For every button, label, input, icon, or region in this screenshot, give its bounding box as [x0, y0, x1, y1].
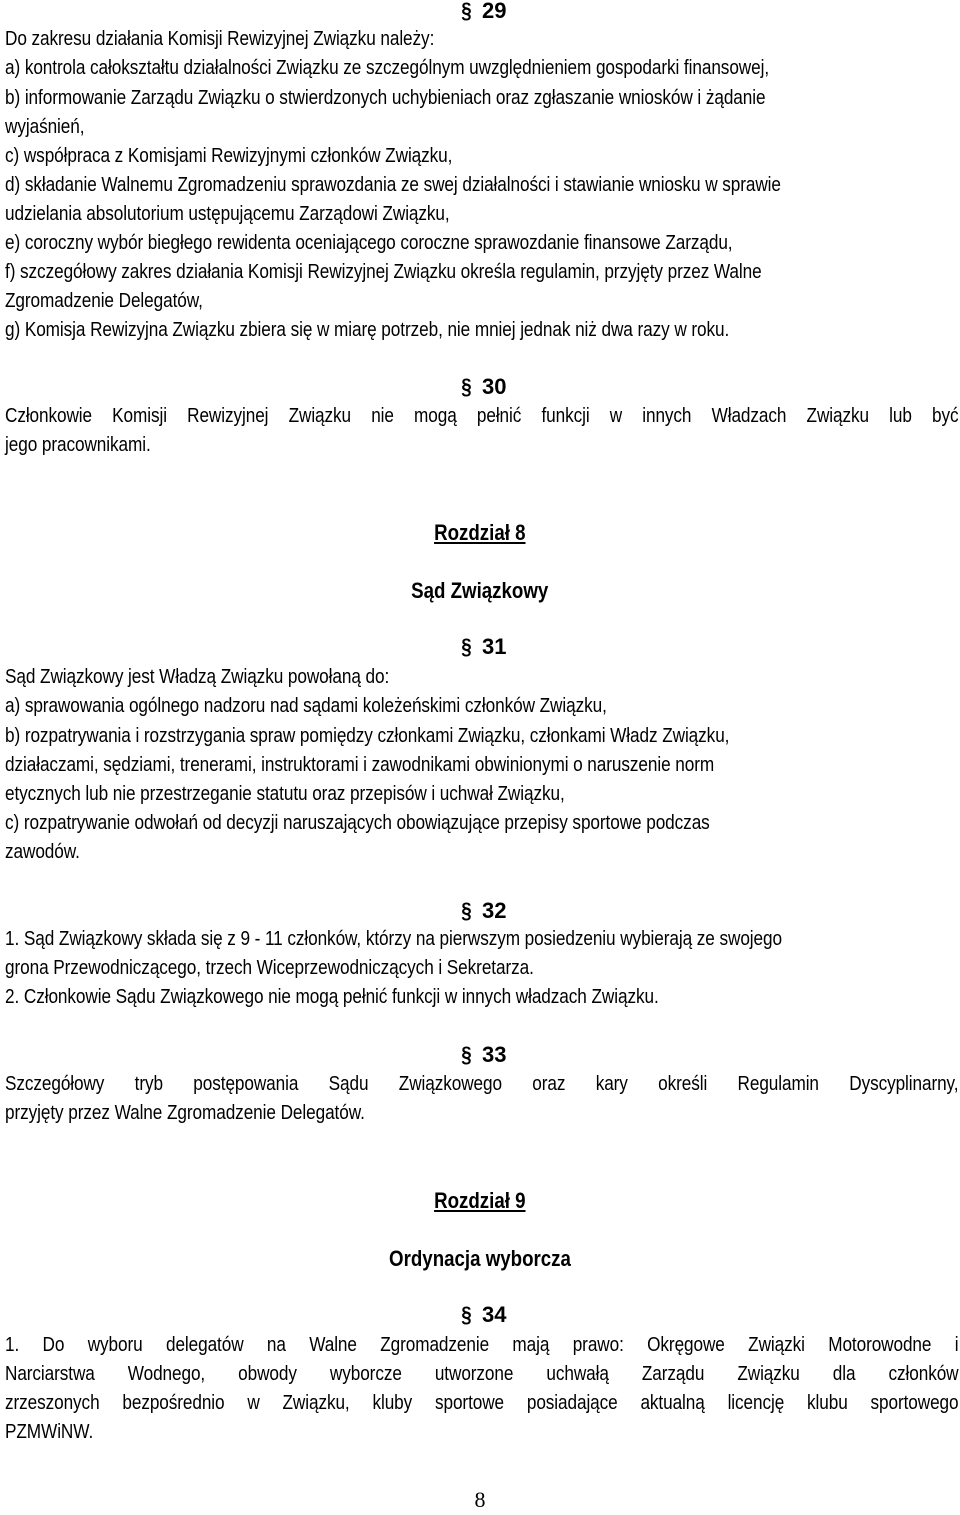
text-line: 1. Do wyboru delegatów na Walne Zgromadzenie mają prawo: Okręgowe Związki Motorowodne i: [5, 1334, 959, 1356]
section-heading-32: [460, 898, 506, 924]
section-heading-30: [460, 374, 506, 400]
text-line: Narciarstwa Wodnego, obwody wyborcze utworzone uchwałą Zarządu Związku dla członków: [5, 1363, 959, 1385]
text-line: Sąd Związkowy jest Władzą Związku powołaną do:: [5, 666, 390, 688]
text-line: 2. Członkowie Sądu Związkowego nie mogą pełnić funkcji w innych władzach Związku.: [5, 986, 659, 1008]
text-line: Członkowie Komisji Rewizyjnej Związku nie mogą pełnić funkcji w innych Władzach Związku lub być: [5, 405, 959, 427]
section-number: 30: [482, 374, 507, 399]
section-number: 31: [482, 634, 507, 659]
section-sign-icon: §: [461, 0, 472, 23]
text-line: Zgromadzenie Delegatów,: [5, 290, 203, 312]
text-line: c) rozpatrywanie odwołań od decyzji naruszających obowiązujące przepisy sportowe podczas: [5, 812, 710, 834]
chapter-title: Rozdział 8: [434, 520, 526, 545]
text-line: przyjęty przez Walne Zgromadzenie Delegatów.: [5, 1102, 365, 1124]
section-sign-icon: §: [461, 374, 472, 399]
chapter-subtitle: Ordynacja wyborcza: [389, 1246, 571, 1271]
section-sign-icon: §: [461, 1302, 472, 1327]
section-sign-icon: §: [461, 634, 472, 659]
section-heading-33: [460, 1042, 506, 1068]
text-line: jego pracownikami.: [5, 434, 151, 456]
text-line: c) współpraca z Komisjami Rewizyjnymi członków Związku,: [5, 145, 453, 167]
section-heading-29: [460, 0, 506, 24]
chapter-subtitle: Sąd Związkowy: [411, 578, 549, 603]
text-line: 1. Sąd Związkowy składa się z 9 - 11 członków, którzy na pierwszym posiedzeniu wybierają ze swojego: [5, 928, 782, 950]
text-line: działaczami, sędziami, trenerami, instruktorami i zawodnikami obwinionymi o naruszenie norm: [5, 754, 715, 776]
text-line: PZMWiNW.: [5, 1421, 94, 1443]
section-number: 32: [482, 898, 507, 923]
section-sign-icon: §: [461, 898, 472, 923]
section-heading-31: [460, 634, 506, 660]
page-number: 8: [474, 1487, 486, 1512]
text-line: zawodów.: [5, 841, 80, 863]
section-number: 29: [482, 0, 507, 23]
text-line: Szczegółowy tryb postępowania Sądu Związkowego oraz kary określi Regulamin Dyscyplinarny,: [5, 1073, 959, 1095]
text-line: Do zakresu działania Komisji Rewizyjnej Związku należy:: [5, 28, 435, 50]
text-line: etycznych lub nie przestrzeganie statutu oraz przepisów i uchwał Związku,: [5, 783, 565, 805]
text-line: b) rozpatrywania i rozstrzygania spraw pomiędzy członkami Związku, członkami Władz Związku,: [5, 725, 730, 747]
text-line: d) składanie Walnemu Zgromadzeniu sprawozdania ze swej działalności i stawianie wniosku w sprawie: [5, 174, 781, 196]
text-line: f) szczegółowy zakres działania Komisji Rewizyjnej Związku określa regulamin, przyjęty przez Walne: [5, 261, 762, 283]
text-line: a) sprawowania ogólnego nadzoru nad sądami koleżeńskimi członków Związku,: [5, 695, 607, 717]
text-line: grona Przewodniczącego, trzech Wiceprzewodniczących i Sekretarza.: [5, 957, 534, 979]
section-heading-34: [460, 1302, 506, 1328]
text-line: b) informowanie Zarządu Związku o stwierdzonych uchybieniach oraz zgłaszanie wniosków i żądanie: [5, 87, 766, 109]
text-line: udzielania absolutorium ustępującemu Zarządowi Związku,: [5, 203, 450, 225]
text-line: e) coroczny wybór biegłego rewidenta oceniającego coroczne sprawozdanie finansowe Zarządu,: [5, 232, 733, 254]
text-line: a) kontrola całokształtu działalności Związku ze szczególnym uwzględnieniem gospodarki finansowej,: [5, 57, 770, 79]
text-line: g) Komisja Rewizyjna Związku zbiera się w miarę potrzeb, nie mniej jednak niż dwa razy w roku.: [5, 319, 730, 341]
section-sign-icon: §: [461, 1042, 472, 1067]
section-number: 33: [482, 1042, 507, 1067]
chapter-title: Rozdział 9: [434, 1188, 526, 1213]
text-line: zrzeszonych bezpośrednio w Związku, kluby sportowe posiadające aktualną licencję klubu sportowego: [5, 1392, 959, 1414]
section-number: 34: [482, 1302, 507, 1327]
text-line: wyjaśnień,: [5, 116, 85, 138]
